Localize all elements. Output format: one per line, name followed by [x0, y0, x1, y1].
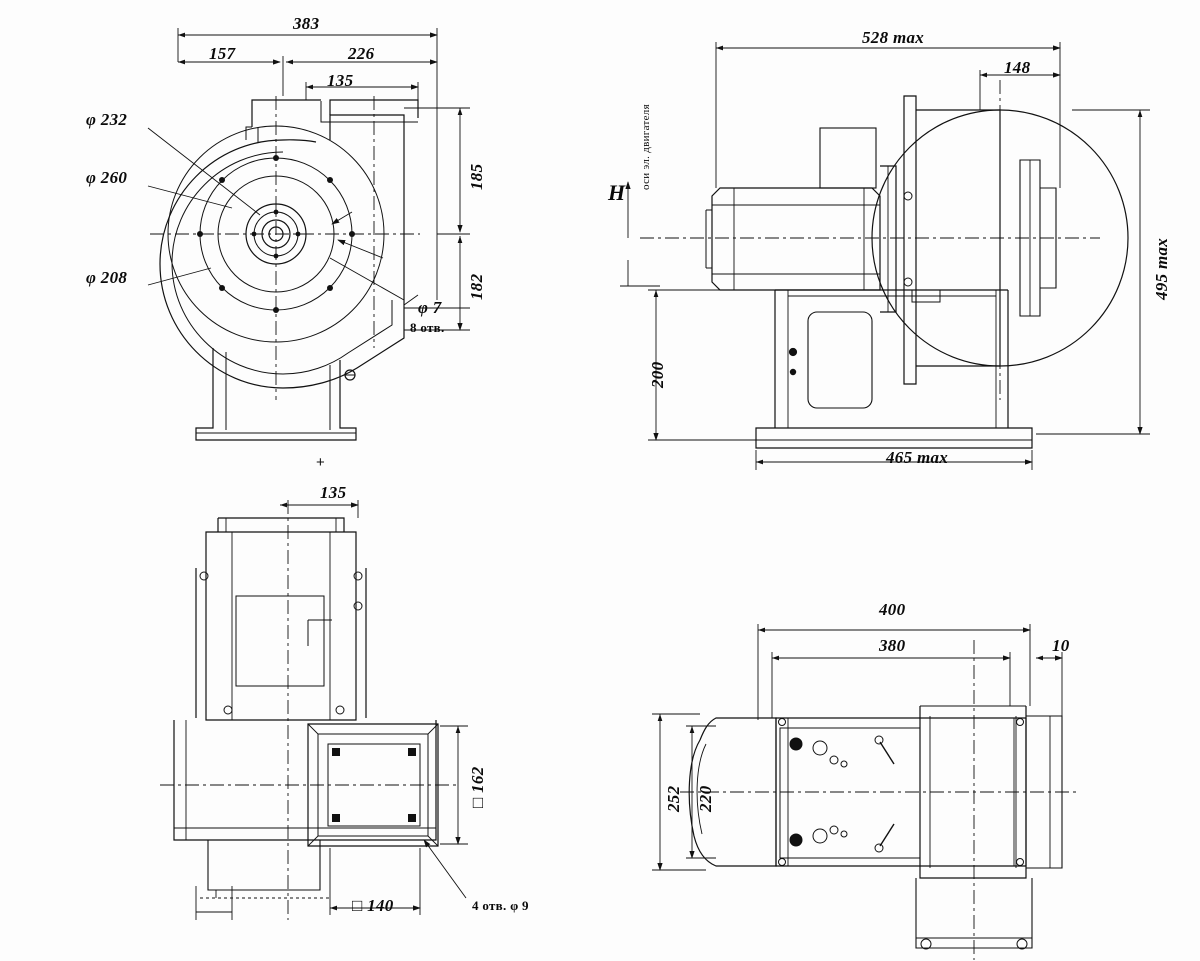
view-front-left-centerlines — [150, 96, 420, 400]
view-front-left-dimensions — [148, 28, 470, 330]
dimension-square-140: □ 140 — [352, 896, 394, 915]
view-top-left-centerlines — [160, 500, 460, 920]
dimension-400: 400 — [879, 600, 906, 619]
dimension-square-162: □ 162 — [468, 766, 487, 808]
dimension-200: 200 — [648, 361, 667, 388]
callout-diameter-260: φ 260 — [86, 168, 128, 187]
view-top-right-dimensions — [652, 624, 1062, 870]
callout-8-holes-note: 8 отв. — [410, 320, 445, 335]
callout-diameter-7: φ 7 — [418, 298, 442, 317]
dimension-528-max: 528 max — [862, 28, 925, 47]
view-top-left-dimensions — [196, 500, 468, 920]
dimension-383: 383 — [293, 14, 320, 33]
dimension-495-max: 495 max — [1152, 237, 1171, 300]
callout-diameter-232: φ 232 — [86, 110, 128, 129]
dimension-135-front: 135 — [327, 71, 354, 90]
center-mark-plus: + — [316, 454, 325, 471]
dimension-252: 252 — [664, 785, 683, 812]
callout-4-holes-diameter-9: 4 отв. φ 9 — [472, 898, 529, 913]
callout-H-subscript: оси эл. двигателя — [640, 104, 652, 190]
dimension-226: 226 — [348, 44, 375, 63]
dimension-148: 148 — [1004, 58, 1031, 77]
dimension-380: 380 — [879, 636, 906, 655]
view-top-left-geometry — [174, 518, 438, 898]
dimension-185: 185 — [467, 163, 486, 190]
dimension-220: 220 — [696, 785, 715, 812]
view-side-right-geometry — [706, 96, 1128, 448]
dimension-10: 10 — [1052, 636, 1070, 655]
view-top-right-centerlines — [680, 640, 1080, 960]
view-front-left-geometry — [160, 100, 418, 440]
dimension-182: 182 — [467, 273, 486, 300]
dimension-135-plan: 135 — [320, 483, 347, 502]
view-top-right-geometry — [689, 706, 1062, 949]
dimension-157: 157 — [209, 44, 236, 63]
callout-diameter-208: φ 208 — [86, 268, 128, 287]
dimension-465-max: 465 max — [886, 448, 949, 467]
view-side-right-dimensions — [620, 42, 1150, 470]
callout-H: H — [608, 180, 626, 205]
